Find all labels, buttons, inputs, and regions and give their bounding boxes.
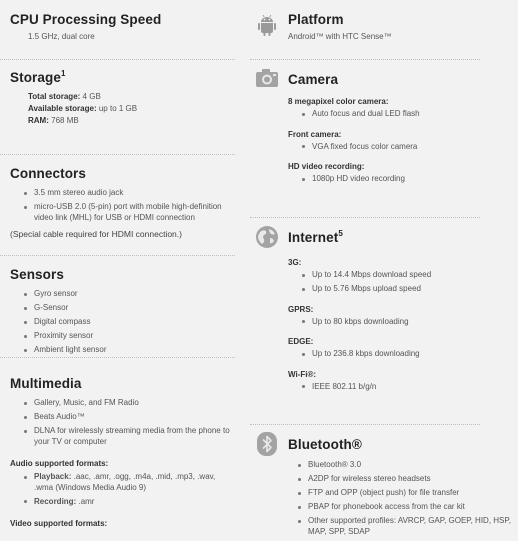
list-item: 1080p HD video recording — [302, 174, 510, 185]
list-item: Gallery, Music, and FM Radio — [24, 398, 235, 409]
camera-icon — [254, 65, 280, 91]
divider — [0, 59, 235, 60]
internet-group-list — [288, 270, 510, 295]
list-item: Up to 14.4 Mbps download speed — [302, 270, 510, 281]
list-item: Ambient light sensor — [24, 345, 235, 356]
cpu-section — [0, 12, 235, 43]
bluetooth-list — [288, 460, 518, 537]
platform-title: Platform — [288, 12, 344, 27]
cpu-title: CPU Processing Speed — [10, 12, 162, 27]
list-item: IEEE 802.11 b/g/n — [302, 382, 510, 393]
platform-value: Android™ with HTC Sense™ — [288, 32, 392, 41]
camera-group-label: 8 megapixel color camera: — [288, 97, 389, 106]
multimedia-title: Multimedia — [10, 376, 82, 391]
divider — [250, 217, 480, 218]
list-item: A2DP for wireless stereo headsets — [298, 474, 518, 485]
internet-title: Internet$^5$ — [288, 229, 343, 245]
storage-line-ram: RAM: 768 MB — [28, 116, 79, 125]
sensors-list — [10, 289, 235, 356]
camera-group-label: Front camera: — [288, 129, 342, 139]
storage-line-available: Available storage: up to 1 GB — [28, 104, 138, 113]
list-item: Up to 236.8 kbps downloading — [302, 349, 510, 360]
divider — [0, 255, 235, 256]
divider — [250, 424, 480, 425]
sensors-title: Sensors — [10, 267, 64, 282]
camera-group-list — [288, 174, 510, 185]
storage-line-total: Total storage: 4 GB — [28, 92, 101, 101]
list-item: Up to 80 kbps downloading — [302, 317, 510, 328]
list-item: Digital compass — [24, 317, 235, 328]
list-item: FTP and OPP (object push) for file transfer — [298, 488, 518, 499]
list-item: micro-USB 2.0 (5-pin) port with mobile high-definition video link (MHL) for USB or HDMI connection — [24, 202, 235, 223]
list-item: VGA fixed focus color camera — [302, 142, 510, 153]
video-formats-label: Video supported formats: — [10, 519, 108, 528]
divider — [0, 154, 235, 155]
bluetooth-icon — [254, 431, 280, 457]
internet-group-list — [288, 317, 510, 328]
platform-section — [250, 12, 510, 43]
bluetooth-title: Bluetooth® — [288, 437, 362, 452]
android-icon — [254, 12, 280, 38]
storage-lines — [10, 91, 235, 127]
list-item: PBAP for phonebook access from the car kit — [298, 502, 518, 513]
list-item: Proximity sensor — [24, 331, 235, 342]
list-item: G-Sensor — [24, 303, 235, 314]
list-item: 3.5 mm stereo audio jack — [24, 188, 235, 199]
internet-group-label: EDGE: — [288, 337, 314, 346]
sensors-section — [0, 267, 235, 359]
list-item: Recording: .amr — [24, 497, 235, 508]
multimedia-list — [10, 398, 235, 447]
list-item: Up to 5.76 Mbps upload speed — [302, 284, 510, 295]
camera-group-list — [288, 142, 510, 153]
internet-group-label: Wi-Fi®: — [288, 369, 317, 379]
camera-section — [250, 67, 510, 188]
list-item: Auto focus and dual LED flash — [302, 109, 510, 120]
internet-group-list — [288, 382, 510, 393]
storage-title: Storage$^1$ — [10, 69, 66, 85]
cpu-value: 1.5 GHz, dual core — [28, 32, 95, 41]
internet-group-list — [288, 349, 510, 360]
camera-group-list — [288, 109, 510, 120]
bluetooth-section — [250, 433, 518, 541]
internet-group-label: GPRS: — [288, 304, 314, 314]
multimedia-section — [0, 376, 235, 528]
list-item: DLNA for wirelessly streaming media from the phone to your TV or computer — [24, 426, 235, 447]
audio-formats-list — [10, 472, 235, 507]
divider — [0, 357, 235, 358]
storage-section — [0, 70, 235, 127]
internet-section — [250, 226, 510, 396]
camera-group-label: HD video recording: — [288, 162, 365, 171]
connectors-title: Connectors — [10, 166, 87, 181]
camera-title: Camera — [288, 72, 339, 87]
divider — [250, 59, 480, 60]
list-item: Bluetooth® 3.0 — [298, 460, 518, 471]
internet-group-label: 3G: — [288, 258, 302, 267]
connectors-list — [10, 188, 235, 223]
list-item: Playback: .aac, .amr, .ogg, .m4a, .mid, .mp3, .wav, .wma (Windows Media Audio 9) — [24, 472, 235, 493]
list-item: Gyro sensor — [24, 289, 235, 300]
audio-formats-label: Audio supported formats: — [10, 459, 109, 468]
list-item: Other supported profiles: AVRCP, GAP, GOEP, HID, HSP, MAP, SPP, SDAP — [298, 516, 518, 537]
list-item: Beats Audio™ — [24, 412, 235, 423]
globe-icon — [254, 224, 280, 250]
connectors-section — [0, 166, 235, 239]
connectors-note: (Special cable required for HDMI connection.) — [10, 229, 182, 239]
